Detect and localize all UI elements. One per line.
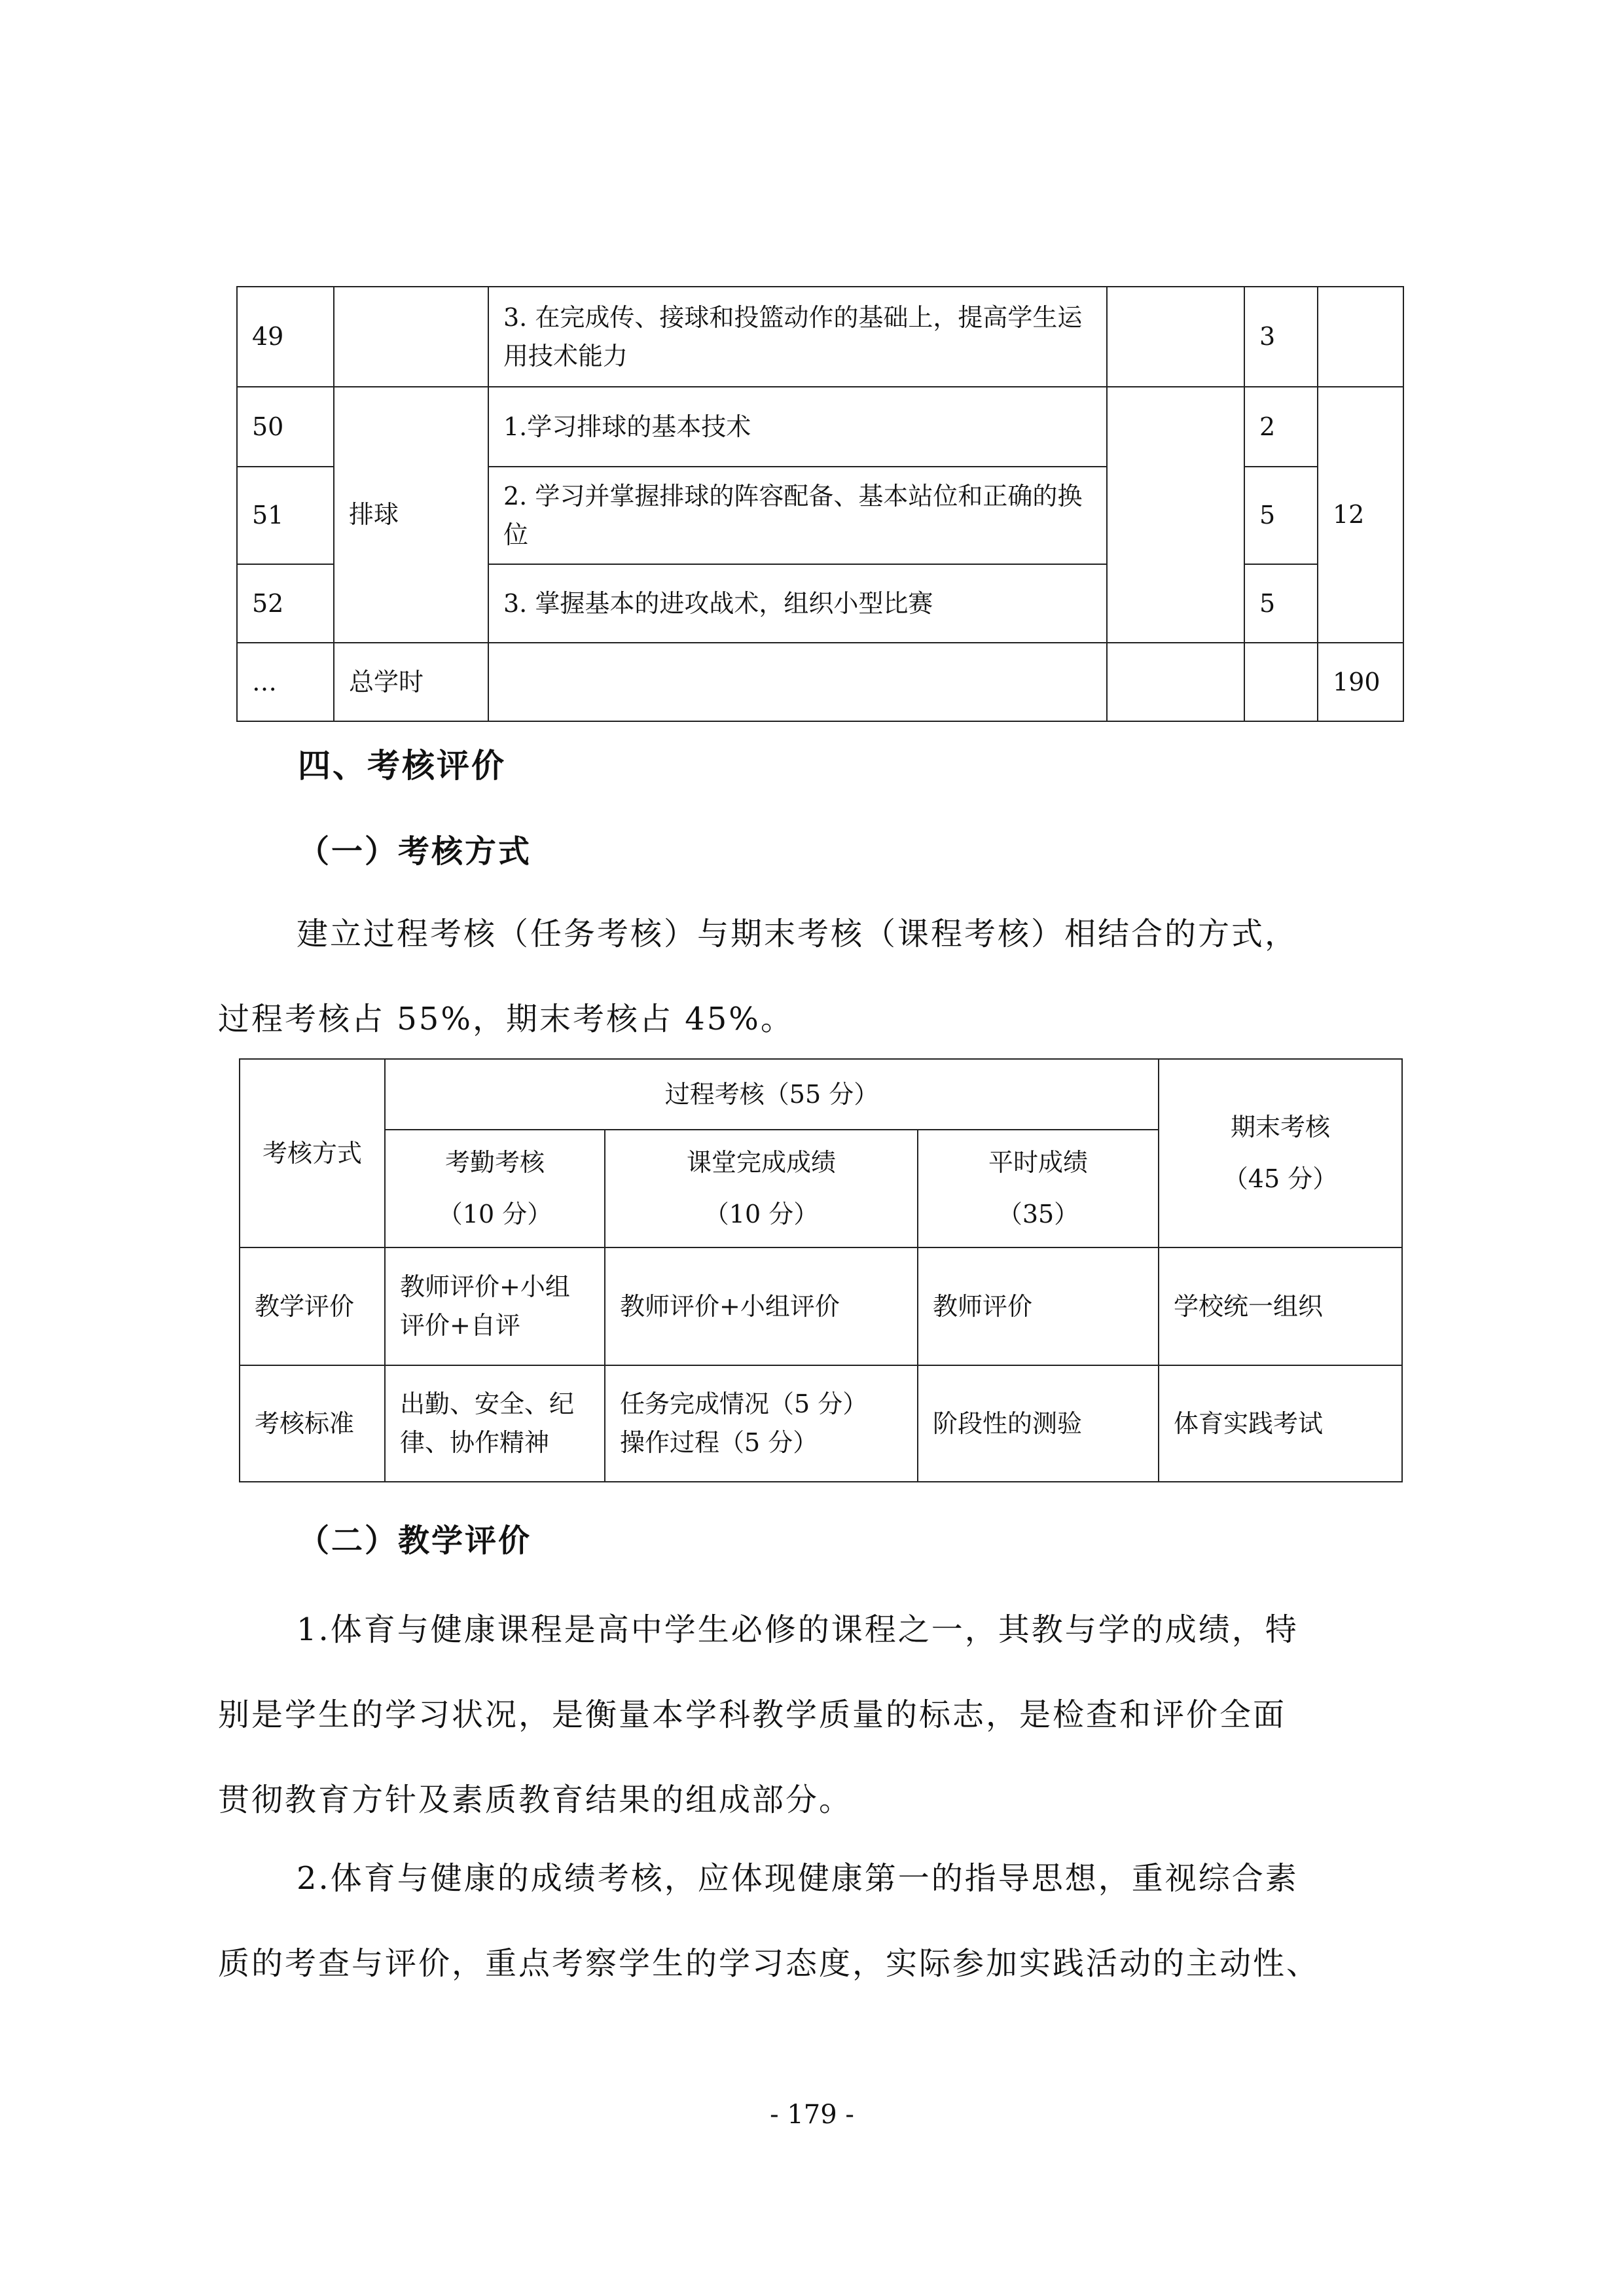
hours-cell: 3 <box>1244 287 1318 387</box>
table-cell: 教师评价 <box>918 1247 1159 1365</box>
text-line: 1.体育与健康课程是高中学生必修的课程之一，其教与学的成绩，特 <box>297 1611 1299 1648</box>
final-header-line: 期末考核 <box>1231 1113 1331 1142</box>
text-line: 贯彻教育方针及素质教育结果的组成部分。 <box>218 1782 853 1818</box>
table-cell: 阶段性的测验 <box>918 1365 1159 1482</box>
sub-header <box>918 1130 1159 1247</box>
hours-cell: 2 <box>1244 387 1318 467</box>
sub-header-points: （35） <box>997 1200 1079 1229</box>
assessment-table <box>239 1058 1403 1482</box>
topic-total-cell: 12 <box>1318 387 1403 643</box>
table-row <box>240 1059 1402 1130</box>
empty-cell <box>1244 643 1318 721</box>
table-row <box>237 287 1403 387</box>
section-heading: 四、考核评价 <box>298 747 506 785</box>
empty-cell <box>1107 287 1244 387</box>
hours-cell: 5 <box>1244 564 1318 643</box>
table-row <box>240 1365 1402 1482</box>
sub-header-points: （10 分） <box>437 1200 552 1229</box>
cell-line: 评价+自评 <box>400 1311 520 1340</box>
sub-header-name: 课堂完成成绩 <box>686 1148 836 1177</box>
schedule-table <box>236 286 1404 722</box>
row-number: 50 <box>237 387 334 467</box>
empty-cell <box>1318 287 1403 387</box>
table-cell: 教师评价+小组评价 <box>605 1247 918 1365</box>
final-header-points: （45 分） <box>1223 1164 1338 1193</box>
row-label: 教学评价 <box>240 1247 385 1365</box>
row-number: … <box>237 643 334 721</box>
content-cell: 2. 学习并掌握排球的阵容配备、基本站位和正确的换位 <box>488 467 1107 564</box>
total-label: 总学时 <box>334 643 488 721</box>
cell-line: 律、协作精神 <box>400 1428 550 1457</box>
content-cell: 3. 在完成传、接球和投篮动作的基础上，提高学生运用技术能力 <box>488 287 1107 387</box>
process-header: 过程考核（55 分） <box>385 1059 1159 1130</box>
text-line: 质的考查与评价，重点考察学生的学习态度，实际参加实践活动的主动性、 <box>218 1945 1320 1982</box>
table-cell <box>385 1365 605 1482</box>
sub-header-name: 平时成绩 <box>988 1148 1089 1177</box>
cell-line: 任务完成情况（5 分） <box>620 1390 868 1419</box>
subsection-heading: （二）教学评价 <box>298 1522 532 1559</box>
topic-cell: 排球 <box>334 387 488 643</box>
table-row <box>237 387 1403 467</box>
empty-cell <box>1107 387 1244 643</box>
content-cell: 3. 掌握基本的进攻战术，组织小型比赛 <box>488 564 1107 643</box>
row-number: 52 <box>237 564 334 643</box>
table-cell: 体育实践考试 <box>1159 1365 1402 1482</box>
content-cell: 1.学习排球的基本技术 <box>488 387 1107 467</box>
row-number: 49 <box>237 287 334 387</box>
empty-cell <box>488 643 1107 721</box>
text-line: 建立过程考核（任务考核）与期末考核（课程考核）相结合的方式， <box>297 916 1299 952</box>
cell-line: 操作过程（5 分） <box>620 1428 818 1457</box>
table-cell: 学校统一组织 <box>1159 1247 1402 1365</box>
table-row <box>237 643 1403 721</box>
cell-line: 出勤、安全、纪 <box>400 1390 575 1419</box>
cell-line: 教师评价+小组 <box>400 1272 570 1302</box>
sub-header <box>385 1130 605 1247</box>
paragraph-1 <box>218 1587 1424 1842</box>
row-number: 51 <box>237 467 334 564</box>
intro-paragraph <box>218 891 1424 1062</box>
table-row <box>240 1247 1402 1365</box>
table-cell <box>385 1247 605 1365</box>
text-line: 2.体育与健康的成绩考核，应体现健康第一的指导思想，重视综合素 <box>297 1860 1299 1897</box>
sub-header-name: 考勤考核 <box>444 1148 545 1177</box>
page-number: - 179 - <box>770 2100 854 2130</box>
text-line: 过程考核占 55%，期末考核占 45%。 <box>218 1001 794 1037</box>
row-label: 考核标准 <box>240 1365 385 1482</box>
topic-cell <box>334 287 488 387</box>
hours-cell: 5 <box>1244 467 1318 564</box>
total-hours: 190 <box>1318 643 1403 721</box>
table-cell <box>605 1365 918 1482</box>
subsection-heading: （一）考核方式 <box>298 833 532 870</box>
sub-header <box>605 1130 918 1247</box>
empty-cell <box>1107 643 1244 721</box>
corner-header: 考核方式 <box>240 1059 385 1247</box>
final-header <box>1159 1059 1402 1247</box>
text-line: 别是学生的学习状况，是衡量本学科教学质量的标志，是检查和评价全面 <box>218 1696 1287 1733</box>
sub-header-points: （10 分） <box>704 1200 819 1229</box>
paragraph-2 <box>218 1836 1424 2006</box>
